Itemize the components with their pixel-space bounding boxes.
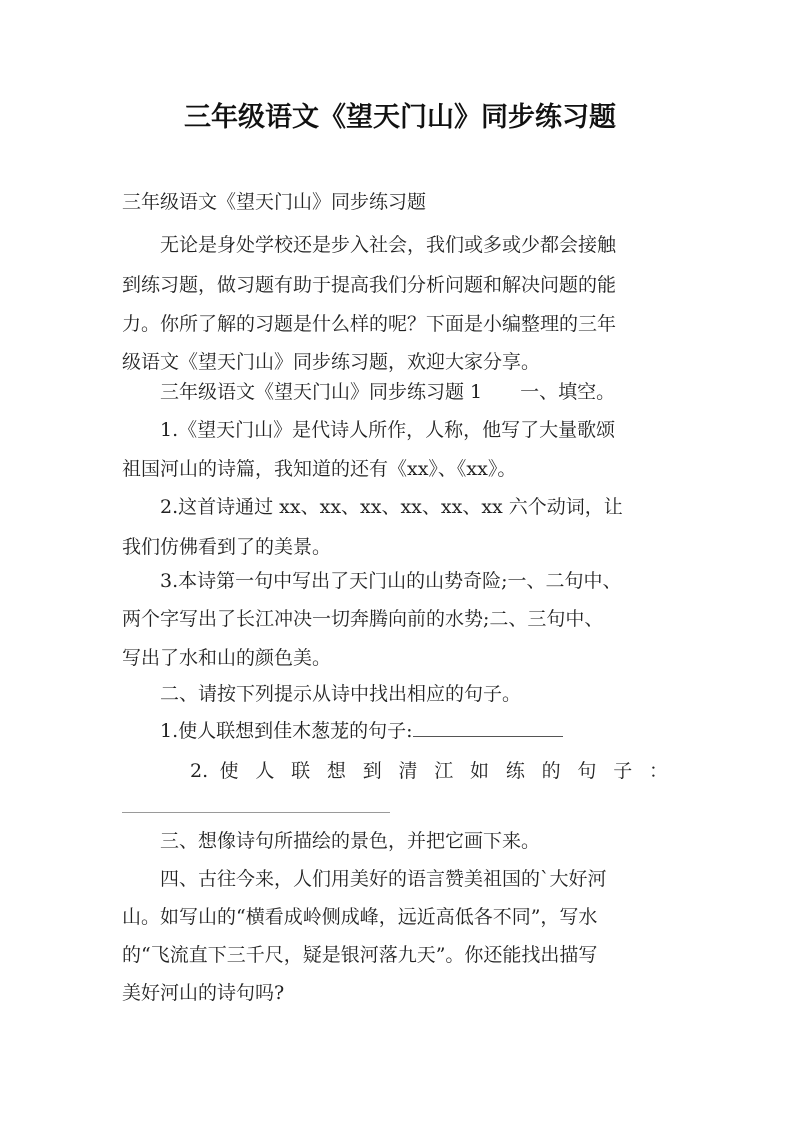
section-4-line-2: 山。如写山的“横看成岭侧成峰，远近高低各不同”，写水	[122, 906, 598, 928]
question-1-line-2: 祖国河山的诗篇，我知道的还有《xx》、《xx》。	[122, 458, 517, 480]
subtitle-line: 三年级语文《望天门山》同步练习题	[122, 191, 427, 213]
answer-blank-1	[413, 716, 563, 737]
find-sentence-1-text: 1.使人联想到佳木葱茏的句子:	[160, 720, 413, 742]
intro-line-3: 力。你所了解的习题是什么样的呢？下面是小编整理的三年	[122, 313, 617, 335]
find-sentence-1	[160, 716, 563, 746]
section-4-line-1: 四、古往今来，人们用美好的语言赞美祖国的`大好河	[160, 868, 607, 890]
section-heading-1: 三年级语文《望天门山》同步练习题 1 一、填空。	[160, 381, 616, 403]
find-sentence-2: 2. 使 人 联 想 到 清 江 如 练 的 句 子 ：	[190, 760, 668, 782]
question-1-line-1: 1.《望天门山》是代诗人所作，人称，他写了大量歌颂	[160, 419, 616, 441]
section-heading-2: 二、请按下列提示从诗中找出相应的句子。	[160, 683, 522, 705]
section-heading-3: 三、想像诗句所描绘的景色，并把它画下来。	[160, 830, 541, 852]
section-4-line-3: 的“飞流直下三千尺，疑是银河落九天”。你还能找出描写	[122, 944, 598, 966]
question-3-line-3: 写出了水和山的颜色美。	[122, 647, 332, 669]
question-3-line-2: 两个字写出了长江冲决一切奔腾向前的水势;二、三句中、	[122, 608, 604, 630]
document-title: 三年级语文《望天门山》同步练习题	[184, 102, 616, 133]
intro-line-1: 无论是身处学校还是步入社会，我们或多或少都会接触	[160, 234, 617, 256]
intro-line-4: 级语文《望天门山》同步练习题，欢迎大家分享。	[122, 351, 541, 373]
question-2-line-2: 我们仿佛看到了的美景。	[122, 536, 332, 558]
question-3-line-1: 3.本诗第一句中写出了天门山的山势奇险;一、二句中、	[160, 570, 622, 592]
intro-line-2: 到练习题，做习题有助于提高我们分析问题和解决问题的能	[122, 274, 617, 296]
question-2-line-1: 2.这首诗通过 xx、xx、xx、xx、xx、xx 六个动词，让	[160, 496, 623, 518]
answer-blank-2	[122, 812, 390, 813]
section-4-line-4: 美好河山的诗句吗?	[122, 982, 285, 1004]
